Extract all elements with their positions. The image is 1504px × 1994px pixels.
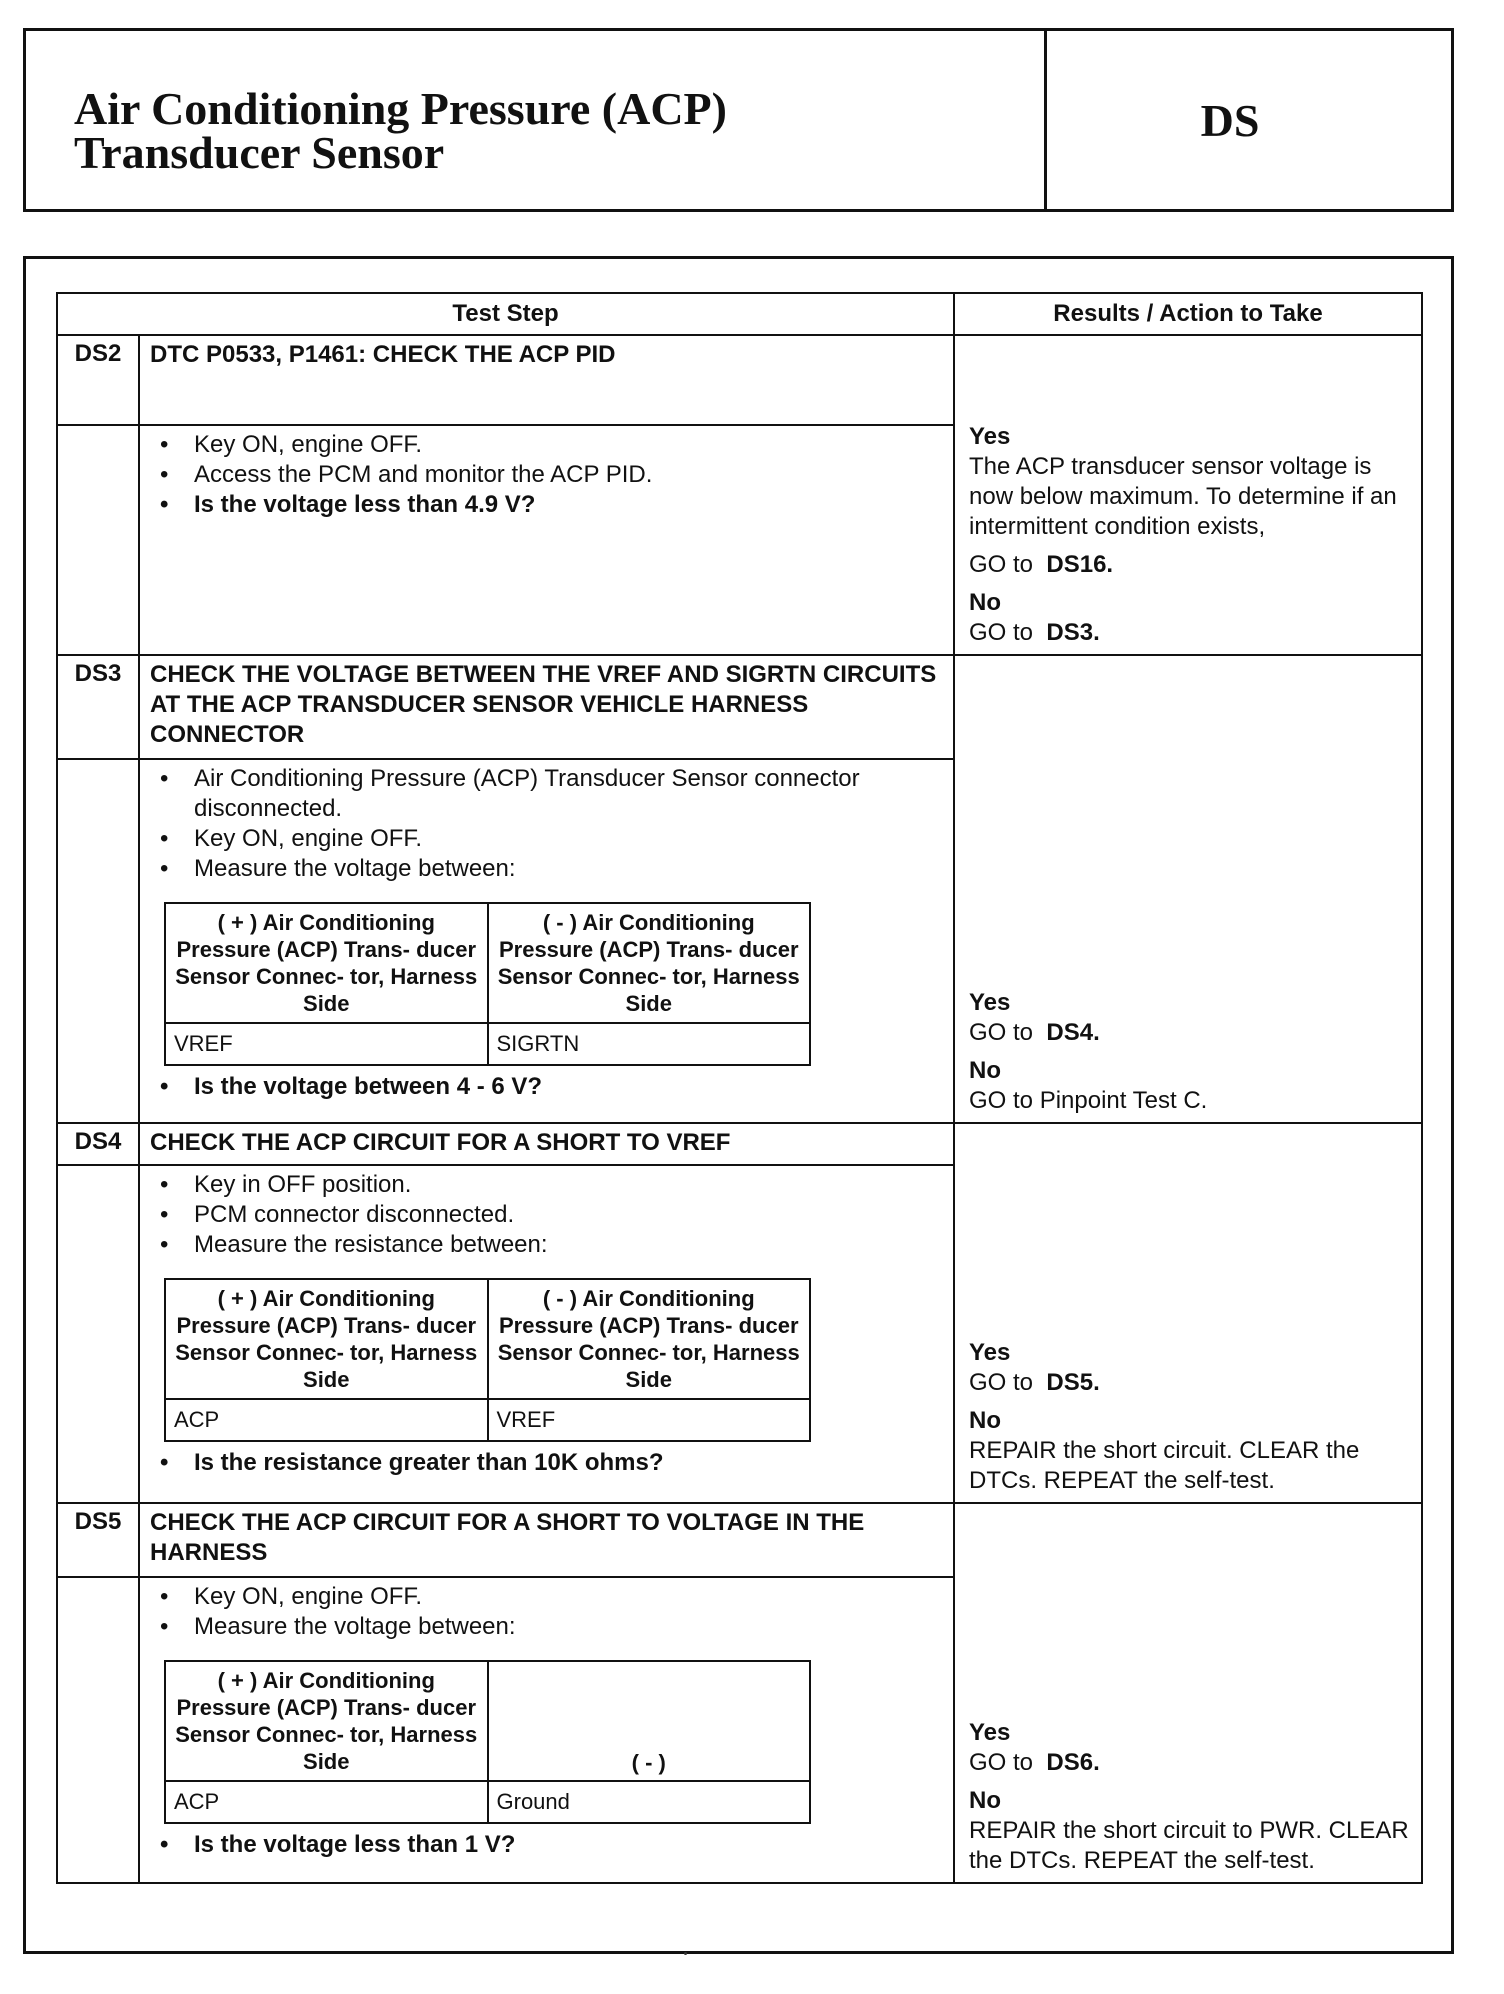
page-title-line1: Air Conditioning Pressure (ACP) xyxy=(74,83,727,134)
step-bullet: • Key in OFF position. xyxy=(160,1170,945,1200)
step-bullet: • Access the PCM and monitor the ACP PID. xyxy=(160,460,945,490)
result-no-label: No xyxy=(969,589,1001,616)
step-bullet: • PCM connector disconnected. xyxy=(160,1200,945,1230)
section-code: DS xyxy=(1200,94,1260,146)
step-question-list xyxy=(148,1448,945,1478)
result-yes-go: GO to DS6. xyxy=(969,1749,1100,1776)
step-title: CHECK THE ACP CIRCUIT FOR A SHORT TO VREF xyxy=(139,1123,954,1165)
result-yes-go: GO to DS5. xyxy=(969,1369,1100,1396)
step-title: CHECK THE VOLTAGE BETWEEN THE VREF AND SIGRTN CIRCUITS AT THE ACP TRANSDUCER SENSOR VEHICLE HARNESS CONNECTOR xyxy=(139,655,954,759)
step-results xyxy=(954,1503,1422,1883)
step-results xyxy=(954,335,1422,655)
meas-value-plus: ACP xyxy=(165,1399,488,1441)
meas-value-plus: VREF xyxy=(165,1023,488,1065)
step-body xyxy=(139,1165,954,1503)
measurement-table xyxy=(164,1278,811,1442)
step-bullet: • Measure the voltage between: xyxy=(160,1612,945,1642)
page-title-line2: Transducer Sensor xyxy=(74,127,445,178)
col-header-test-step: Test Step xyxy=(57,293,954,335)
result-no-text: GO to Pinpoint Test C. xyxy=(969,1087,1208,1114)
result-no-go: GO to DS3. xyxy=(969,619,1100,646)
step-id: DS2 xyxy=(57,335,139,425)
result-no-text: REPAIR the short circuit to PWR. CLEAR the DTCs. REPEAT the self-test. xyxy=(969,1817,1409,1874)
result-no-text: REPAIR the short circuit. CLEAR the DTCs. REPEAT the self-test. xyxy=(969,1437,1360,1494)
meas-value-minus: SIGRTN xyxy=(488,1023,811,1065)
col-header-results: Results / Action to Take xyxy=(954,293,1422,335)
step-body xyxy=(139,1577,954,1883)
step-id: DS4 xyxy=(57,1123,139,1165)
step-question-list xyxy=(148,1830,945,1860)
meas-value-minus: VREF xyxy=(488,1399,811,1441)
step-bullet-list xyxy=(148,764,945,884)
step-title-row xyxy=(57,655,1422,759)
result-yes-label: Yes xyxy=(969,1339,1011,1366)
step-body xyxy=(139,759,954,1123)
meas-header-minus: ( - ) Air Conditioning Pressure (ACP) Trans- ducer Sensor Connec- tor, Harness Side xyxy=(488,1279,811,1399)
page-title xyxy=(74,83,1024,178)
step-bullet-list xyxy=(148,1582,945,1642)
step-bullet: • Key ON, engine OFF. xyxy=(160,824,945,854)
step-bullet-list xyxy=(148,430,945,520)
step-id-spacer xyxy=(57,1577,139,1883)
result-no-label: No xyxy=(969,1057,1001,1084)
meas-header-plus: ( + ) Air Conditioning Pressure (ACP) Trans- ducer Sensor Connec- tor, Harness Side xyxy=(165,1279,488,1399)
result-yes-label: Yes xyxy=(969,423,1011,450)
step-question: • Is the voltage between 4 - 6 V? xyxy=(160,1072,945,1102)
step-title: DTC P0533, P1461: CHECK THE ACP PID xyxy=(139,335,954,425)
meas-header-plus: ( + ) Air Conditioning Pressure (ACP) Trans- ducer Sensor Connec- tor, Harness Side xyxy=(165,1661,488,1781)
measurement-table xyxy=(164,1660,811,1824)
step-id-spacer xyxy=(57,759,139,1123)
step-title-row xyxy=(57,335,1422,425)
result-no-label: No xyxy=(969,1787,1001,1814)
step-body xyxy=(139,425,954,655)
step-question-list xyxy=(148,1072,945,1102)
result-yes-text: The ACP transducer sensor voltage is now below maximum. To determine if an intermittent condition exists, xyxy=(969,453,1397,540)
step-results xyxy=(954,1123,1422,1503)
step-question: • Is the voltage less than 4.9 V? xyxy=(160,490,945,520)
table-header-row xyxy=(57,293,1422,335)
step-title: CHECK THE ACP CIRCUIT FOR A SHORT TO VOLTAGE IN THE HARNESS xyxy=(139,1503,954,1577)
result-yes-label: Yes xyxy=(969,1719,1011,1746)
result-yes-label: Yes xyxy=(969,989,1011,1016)
step-bullet: • Measure the voltage between: xyxy=(160,854,945,884)
meas-header-plus: ( + ) Air Conditioning Pressure (ACP) Trans- ducer Sensor Connec- tor, Harness Side xyxy=(165,903,488,1023)
meas-value-minus: Ground xyxy=(488,1781,811,1823)
measurement-table xyxy=(164,902,811,1066)
test-steps-table xyxy=(56,292,1423,1884)
meas-header-minus: ( - ) xyxy=(488,1661,811,1781)
step-id: DS3 xyxy=(57,655,139,759)
step-bullet: • Measure the resistance between: xyxy=(160,1230,945,1260)
step-id-spacer xyxy=(57,1165,139,1503)
result-no-label: No xyxy=(969,1407,1001,1434)
step-question: • Is the voltage less than 1 V? xyxy=(160,1830,945,1860)
step-bullet: • Air Conditioning Pressure (ACP) Transducer Sensor connector disconnected. xyxy=(160,764,945,824)
step-id-spacer xyxy=(57,425,139,655)
meas-header-minus: ( - ) Air Conditioning Pressure (ACP) Trans- ducer Sensor Connec- tor, Harness Side xyxy=(488,903,811,1023)
step-id: DS5 xyxy=(57,1503,139,1577)
step-bullet-list xyxy=(148,1170,945,1260)
meas-value-plus: ACP xyxy=(165,1781,488,1823)
step-title-row xyxy=(57,1123,1422,1165)
scan-speck xyxy=(684,1952,687,1955)
step-question: • Is the resistance greater than 10K ohms? xyxy=(160,1448,945,1478)
step-results xyxy=(954,655,1422,1123)
step-title-row xyxy=(57,1503,1422,1577)
result-yes-go: GO to DS4. xyxy=(969,1019,1100,1046)
step-bullet: • Key ON, engine OFF. xyxy=(160,430,945,460)
step-bullet: • Key ON, engine OFF. xyxy=(160,1582,945,1612)
page-header xyxy=(23,28,1454,212)
result-yes-go: GO to DS16. xyxy=(969,551,1114,578)
